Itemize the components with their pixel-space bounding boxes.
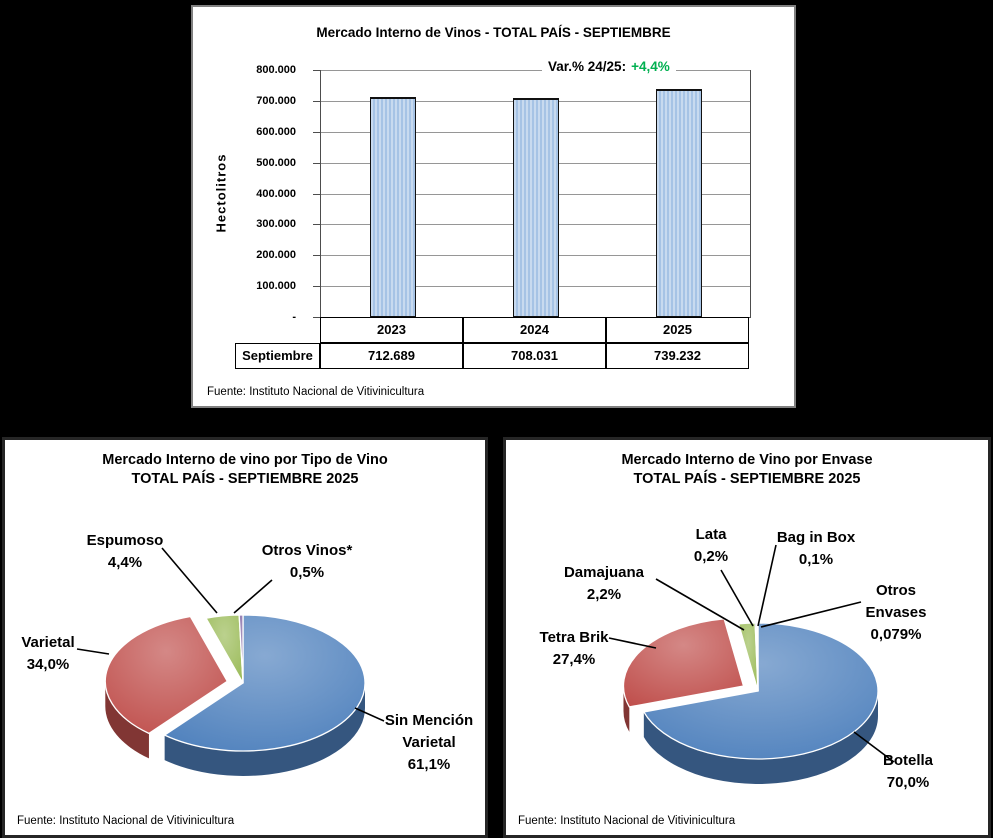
pie-envase-svg xyxy=(506,440,988,800)
axis-tick xyxy=(313,70,320,71)
year-header-cell: 2025 xyxy=(606,317,749,343)
bar-2023 xyxy=(370,97,416,317)
pie-label-line: 70,0% xyxy=(886,774,930,791)
ytick-label: 500.000 xyxy=(256,156,296,169)
axis-tick xyxy=(313,132,320,133)
pie-label-line: Varietal xyxy=(21,634,75,651)
pie-label-line: 34,0% xyxy=(26,656,70,673)
pie-tipo-title-line1: Mercado Interno de vino por Tipo de Vino xyxy=(102,452,388,468)
pie-label-line: Lata xyxy=(695,526,727,543)
ytick-label: 100.000 xyxy=(256,280,296,293)
bar-2025 xyxy=(656,89,702,317)
pie-envase-source: Fuente: Instituto Nacional de Vitivinicultura xyxy=(518,815,736,827)
leader-line xyxy=(77,649,109,654)
pie-envase-panel xyxy=(503,437,991,838)
gridline xyxy=(321,70,750,71)
axis-tick xyxy=(313,317,320,318)
leader-line xyxy=(162,548,217,613)
leader-line xyxy=(234,580,272,613)
pie-slice-otros-envases xyxy=(757,623,758,691)
ytick-label: 700.000 xyxy=(256,94,296,107)
y-axis-title: Hectolitros xyxy=(213,153,229,233)
leader-line xyxy=(609,638,656,648)
ytick-label: 200.000 xyxy=(256,249,296,262)
pie-label-line: 27,4% xyxy=(552,651,596,668)
axis-tick xyxy=(313,163,320,164)
variation-value: +4,4% xyxy=(631,59,670,74)
ytick-label: 400.000 xyxy=(256,187,296,200)
pie-tipo-svg xyxy=(5,440,485,800)
pie-label-line: 0,5% xyxy=(289,564,325,581)
pie-tipo-source: Fuente: Instituto Nacional de Vitivinicultura xyxy=(17,815,235,827)
pie-label-line: 0,1% xyxy=(798,551,834,568)
pie-envase-title-line2: TOTAL PAÍS - SEPTIEMBRE 2025 xyxy=(633,471,861,487)
pie-label-line: 0,079% xyxy=(870,626,922,643)
ytick-label: 600.000 xyxy=(256,125,296,138)
value-cell: 739.232 xyxy=(606,343,749,369)
year-header-cell: 2023 xyxy=(320,317,463,343)
axis-tick xyxy=(313,255,320,256)
pie-label-line: 2,2% xyxy=(586,586,622,603)
pie-label-line: Espumoso xyxy=(86,532,164,549)
leader-line xyxy=(761,602,861,627)
pie-envase-title-line1: Mercado Interno de Vino por Envase xyxy=(621,452,873,468)
pie-tipo-panel xyxy=(2,437,488,838)
pie-label-line: Varietal xyxy=(402,734,456,751)
bar-chart-title: Mercado Interno de Vinos - TOTAL PAÍS - SEPTIEMBRE xyxy=(316,25,671,40)
ytick-label: - xyxy=(292,311,296,323)
ytick-label: 300.000 xyxy=(256,218,296,231)
pie-label-line: 4,4% xyxy=(107,554,143,571)
year-header-cell: 2024 xyxy=(463,317,606,343)
pie-label-line: Botella xyxy=(882,752,934,769)
leader-line xyxy=(758,545,776,626)
pie-label-line: Otros xyxy=(875,582,917,599)
bar-plot-area xyxy=(320,70,751,318)
value-cell: 712.689 xyxy=(320,343,463,369)
pie-label-line: Damajuana xyxy=(563,564,645,581)
axis-tick xyxy=(313,194,320,195)
pie-label-line: Envases xyxy=(865,604,927,621)
pie-label-line: Otros Vinos* xyxy=(261,542,353,559)
ytick-label: 800.000 xyxy=(256,64,296,76)
axis-tick xyxy=(313,286,320,287)
axis-tick xyxy=(313,101,320,102)
pie-tipo-title-line2: TOTAL PAÍS - SEPTIEMBRE 2025 xyxy=(131,471,359,487)
pie-label-line: Tetra Brik xyxy=(539,629,609,646)
axis-tick xyxy=(313,224,320,225)
leader-line xyxy=(721,570,753,626)
pie-label-line: Bag in Box xyxy=(776,529,856,546)
bar-chart-panel xyxy=(191,5,796,408)
row-label-cell: Septiembre xyxy=(235,343,320,369)
pie-slice-tetra-brik xyxy=(623,619,743,707)
pie-label-line: 0,2% xyxy=(693,548,729,565)
pie-label-line: 61,1% xyxy=(407,756,451,773)
bar-2024 xyxy=(513,98,559,317)
variation-annotation xyxy=(542,59,676,74)
variation-label: Var.% 24/25: xyxy=(548,59,627,74)
pie-label-line: Sin Mención xyxy=(384,712,474,729)
value-cell: 708.031 xyxy=(463,343,606,369)
bar-chart-source: Fuente: Instituto Nacional de Vitivinicultura xyxy=(207,386,425,398)
